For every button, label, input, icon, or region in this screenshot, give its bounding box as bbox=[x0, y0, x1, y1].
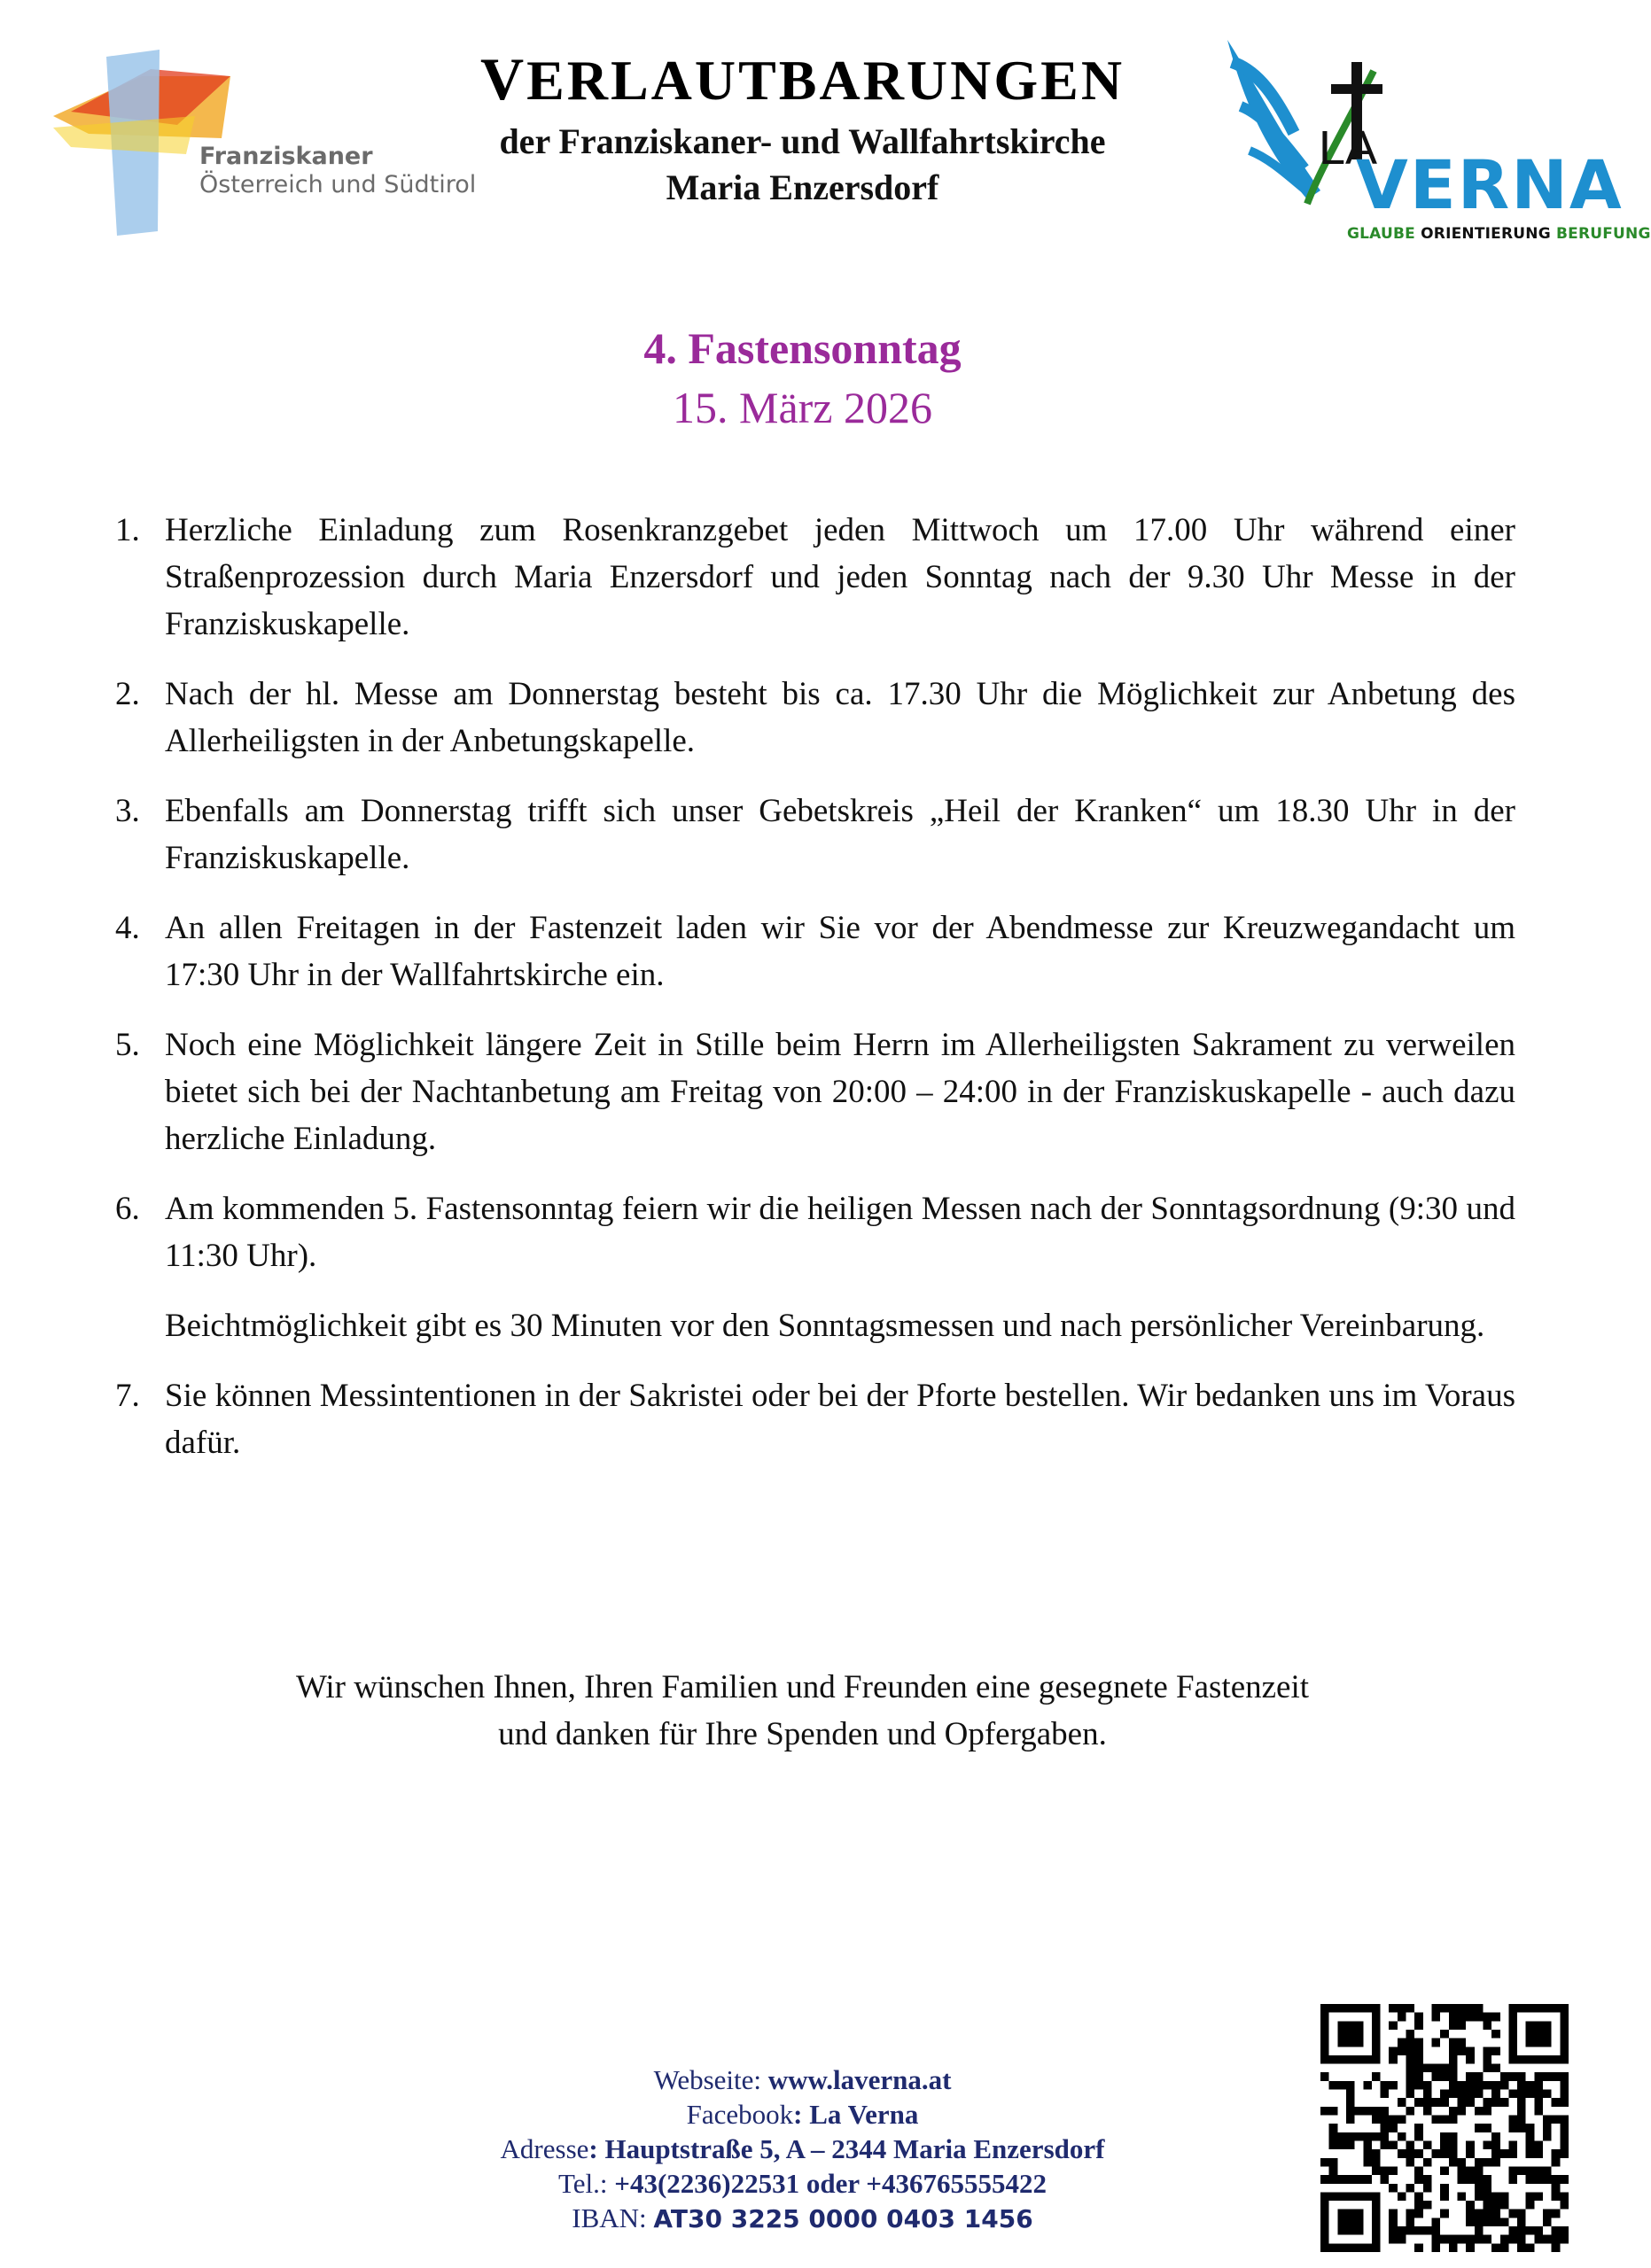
website-link[interactable]: www.laverna.at bbox=[767, 2064, 952, 2095]
list-item bbox=[115, 1185, 1515, 1279]
facebook-link[interactable]: : La Verna bbox=[793, 2099, 919, 2130]
footer-address: Adresse: Hauptstraße 5, A – 2344 Maria Enzersdorf bbox=[500, 2133, 1105, 2164]
item-text: Am kommenden 5. Fastensonntag feiern wir die heiligen Messen nach der Sonntagsordnung (9:30 und 11:30 Uhr). bbox=[165, 1191, 1515, 1274]
qr-code-icon[interactable] bbox=[1320, 2004, 1569, 2252]
list-item bbox=[115, 788, 1515, 882]
list-item bbox=[115, 905, 1515, 998]
closing-greeting bbox=[0, 1664, 1605, 1758]
item-number: 5. bbox=[115, 1027, 140, 1063]
item-number: 1. bbox=[115, 512, 140, 548]
list-item bbox=[115, 507, 1515, 648]
list-item bbox=[115, 671, 1515, 765]
item-text: Noch eine Möglichkeit längere Zeit in Stille beim Herrn im Allerheiligsten Sakrament zu verweilen bietet sich bei der Nachtanbetung am Freitag von 20:00 – 24:00 in der Franziskuskapelle - auch dazu herzliche Einladung. bbox=[165, 1027, 1515, 1157]
item-text: Sie können Messintentionen in der Sakristei oder bei der Pforte bestellen. Wir bedanken uns im Voraus dafür. bbox=[165, 1378, 1515, 1461]
item-number: 3. bbox=[115, 793, 140, 829]
sunday-heading bbox=[0, 321, 1605, 435]
item-text: Ebenfalls am Donnerstag trifft sich unser Gebetskreis „Heil der Kranken“ um 18.30 Uhr in der Franziskuskapelle. bbox=[165, 793, 1515, 876]
footer-phone: Tel.: +43(2236)22531 oder +436765555422 bbox=[558, 2168, 1047, 2199]
logo-tagline: GLAUBE ORIENTIERUNG BERUFUNG bbox=[1347, 225, 1651, 243]
heading-date: 15. März 2026 bbox=[673, 382, 932, 432]
item-text: Herzliche Einladung zum Rosenkranzgebet jeden Mittwoch um 17.00 Uhr während einer Straßenprozession durch Maria Enzersdorf und jeden Sonntag nach der 9.30 Uhr Messe in der Franziskuskapelle. bbox=[165, 512, 1515, 642]
logo-la-text: LA bbox=[1319, 121, 1378, 175]
logo-left-line1: Franziskaner bbox=[199, 143, 373, 170]
subtitle-line2: Maria Enzersdorf bbox=[666, 167, 939, 207]
heading-title: 4. Fastensonntag bbox=[643, 323, 962, 373]
item-number: 6. bbox=[115, 1191, 140, 1227]
document-title: VERLAUTBARUNGEN bbox=[479, 45, 1125, 113]
list-item bbox=[115, 1021, 1515, 1162]
item-text: Nach der hl. Messe am Donnerstag besteht bis ca. 17.30 Uhr die Möglichkeit zur Anbetung des Allerheiligsten in der Anbetungskapelle. bbox=[165, 676, 1515, 759]
feather-cross-icon bbox=[1223, 35, 1624, 226]
la-verna-logo bbox=[1223, 35, 1651, 257]
closing-line1: Wir wünschen Ihnen, Ihren Familien und Freunden eine gesegnete Fastenzeit bbox=[295, 1669, 1310, 1705]
announcement-list bbox=[115, 507, 1515, 1489]
footer-facebook: Facebook: La Verna bbox=[686, 2099, 919, 2130]
qr-code-graphic bbox=[1320, 2004, 1569, 2252]
footer-iban: IBAN: AT30 3225 0000 0403 1456 bbox=[572, 2202, 1033, 2233]
item-number: 7. bbox=[115, 1378, 140, 1414]
footer-website: Webseite: www.laverna.at bbox=[653, 2064, 952, 2095]
item-6-confession-note: Beichtmöglichkeit gibt es 30 Minuten vor den Sonntagsmessen und nach persönlicher Vereinbarung. bbox=[165, 1308, 1485, 1344]
list-item bbox=[115, 1372, 1515, 1466]
subtitle-line1: der Franziskaner- und Wallfahrtskirche bbox=[499, 120, 1106, 161]
logo-left-line2: Österreich und Südtirol bbox=[199, 171, 477, 199]
item-text: An allen Freitagen in der Fastenzeit laden wir Sie vor der Abendmesse zur Kreuzwegandacht um 17:30 Uhr in der Wallfahrtskirche ein. bbox=[165, 910, 1515, 993]
logo-verna-text: VERNA bbox=[1356, 145, 1624, 224]
closing-line2: und danken für Ihre Spenden und Opfergaben. bbox=[498, 1716, 1107, 1752]
item-number: 2. bbox=[115, 676, 140, 712]
item-number: 4. bbox=[115, 910, 140, 946]
